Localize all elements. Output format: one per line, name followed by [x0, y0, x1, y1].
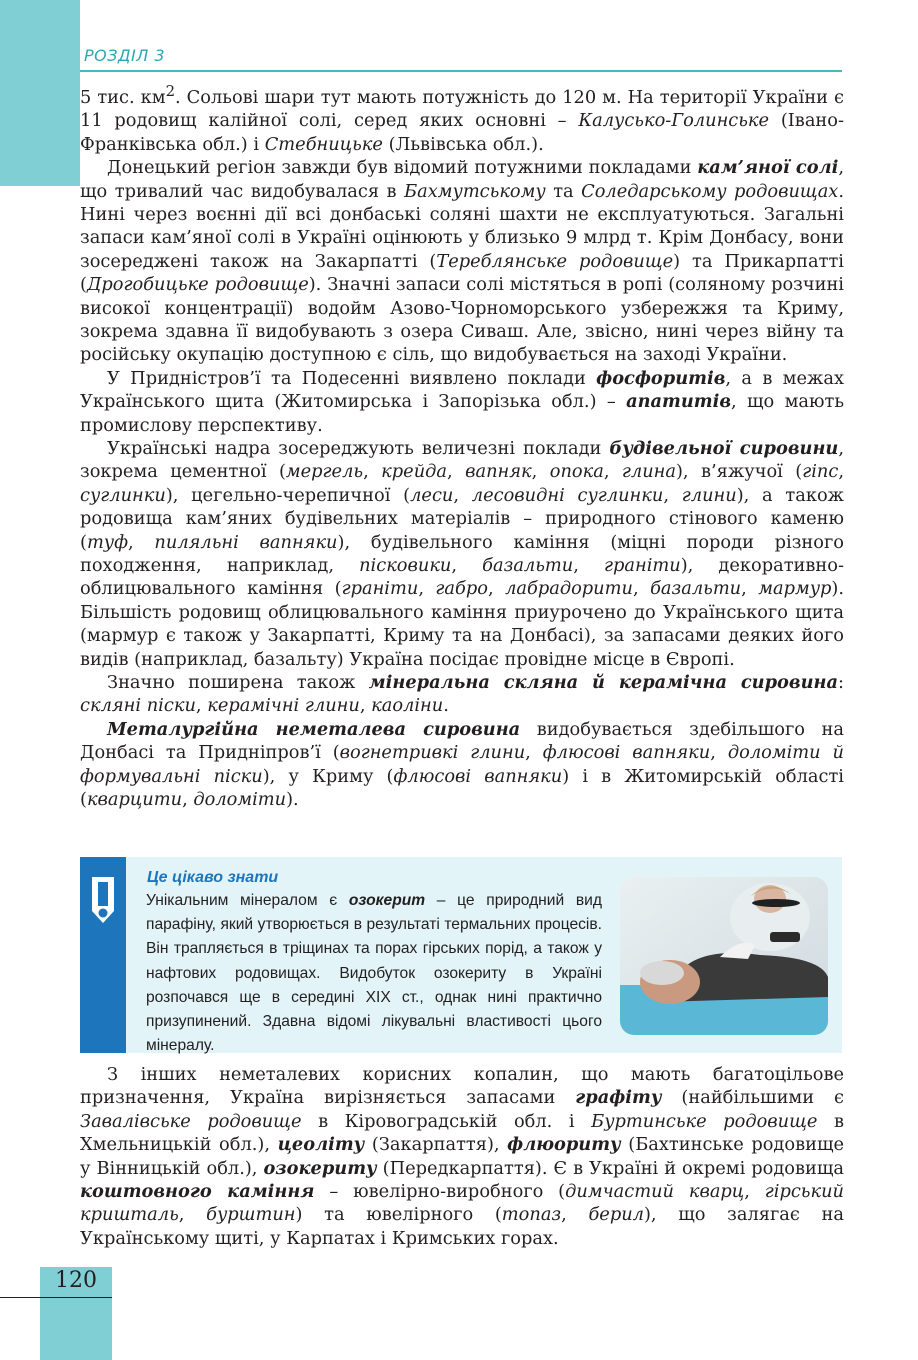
italic-term: флюсові вапняки: [393, 765, 563, 787]
text-run: ,: [182, 789, 194, 811]
text-run: ,: [359, 695, 372, 717]
italic-term: лабрадорити: [505, 578, 633, 600]
photo-illustration: [620, 877, 828, 1035]
italic-term: вапняк: [465, 461, 532, 483]
text-run: Українські надра зосереджують величезні поклади: [107, 438, 610, 460]
text-run: ), цегельно-черепичної (: [165, 484, 411, 506]
italic-term: берил: [588, 1204, 644, 1226]
italic-term: каоліни: [371, 695, 444, 717]
italic-term: вогнетривкі глини: [339, 742, 526, 764]
emphasized-term: апатитів: [626, 391, 732, 413]
text-run: ), декоративно-облицювального каміння (: [80, 555, 844, 600]
text-run: ), що залягає на Українському щиті, у Карпатах і Кримських горах.: [80, 1204, 844, 1249]
text-run: , що тривалий час видобувалася в: [80, 157, 844, 202]
text-run: ,: [451, 555, 483, 577]
text-run: .: [443, 695, 449, 717]
italic-term: пиляльні вапняки: [154, 531, 338, 553]
text-column-top: [80, 80, 844, 812]
emphasized-term: графіту: [575, 1087, 662, 1109]
paragraph-salt-potash: [80, 80, 844, 156]
italic-term: мармур: [758, 578, 832, 600]
footer-divider: [0, 1297, 112, 1298]
italic-term: габро: [435, 578, 488, 600]
text-run: ,: [447, 461, 466, 483]
text-run: ,: [632, 578, 651, 600]
italic-term: скляні піски: [80, 695, 196, 717]
paragraph-phosphorites: [80, 367, 844, 437]
text-run: – ювелірно-виробного (: [314, 1181, 566, 1203]
italic-term: бурштин: [206, 1204, 296, 1226]
emphasized-term: кам’яної солі: [697, 157, 839, 179]
emphasized-term: будівельної сировини: [609, 438, 839, 460]
info-box-text: [146, 889, 602, 1058]
italic-term: крейда: [381, 461, 448, 483]
text-run: , а в межах Українського щита (Житомирська і Запорізька обл.) –: [80, 367, 845, 413]
emphasized-term: коштовного каміння: [80, 1181, 315, 1203]
text-run: :: [838, 672, 844, 694]
italic-term: гіпс: [802, 461, 839, 483]
text-run: (Бахтинське родовище у Вінницькій обл.),: [80, 1134, 844, 1179]
text-run: ,: [603, 461, 622, 483]
text-run: видобувається здебільшого на Донбасі та Придніпров’ї (: [80, 718, 844, 764]
italic-term: кварцити: [86, 789, 183, 811]
italic-term: опока: [549, 461, 604, 483]
paragraph-other-minerals: [80, 1063, 844, 1250]
text-run: ,: [487, 578, 506, 600]
italic-term: гірський кришталь: [80, 1181, 844, 1226]
text-run: – це природний вид парафіну, який утворюється в результаті термальних процесів. Він трапляється в тріщинах та порах гірських порід, а також у нафтових родовищах. Видобуток озокериту в Україні розпочався ще в середині XIX ст., однак нині практично призупинений. Здавна відомі лікувальні властивості цього мінералу.: [146, 892, 602, 1055]
italic-term: суглинки: [80, 484, 166, 506]
text-run: та: [545, 180, 582, 202]
text-run: ,: [838, 461, 844, 483]
paragraph-metallurgical: [80, 718, 844, 812]
text-run: . Нині через воєнні дії всі донбаські соляні шахти не експлуатуються. Загальні запаси кам’яної солі в Україні оцінюють у близько 9 млрд т. Крім Донбасу, вони зосереджені також на Закарпатті (: [80, 180, 844, 272]
chapter-color-strip: [0, 0, 80, 186]
italic-term: Тереблянське родовище: [436, 250, 674, 272]
text-run: ,: [710, 742, 728, 764]
text-run: Унікальним мінералом є: [146, 892, 349, 909]
text-run: У Придністров’ї та Подесенні виявлено поклади: [107, 367, 597, 389]
italic-term: лесовидні суглинки: [471, 484, 664, 506]
text-run: ,: [178, 1204, 207, 1226]
italic-term: граніти: [604, 555, 681, 577]
emphasized-term: озокериту: [263, 1157, 377, 1179]
text-run: (Закарпаття),: [364, 1134, 508, 1156]
text-run: ,: [418, 578, 436, 600]
italic-term: Соледарському родовищах: [581, 180, 839, 202]
text-run: Значно поширена також: [107, 672, 369, 694]
text-run: ,: [363, 461, 382, 483]
text-run: , що мають промислову перспективу.: [80, 391, 844, 436]
text-run: в Кіровоградській обл. і: [301, 1110, 592, 1132]
text-run: ,: [741, 578, 759, 600]
text-run: ,: [525, 742, 543, 764]
paragraph-building-materials: [80, 437, 844, 671]
text-run: ,: [744, 1181, 765, 1203]
text-run: ) та ювелірного (: [295, 1204, 502, 1226]
italic-term: топаз: [501, 1204, 562, 1226]
italic-term: граніти: [341, 578, 419, 600]
header-divider: [80, 70, 842, 72]
text-column-bottom: [80, 1063, 844, 1250]
text-run: ,: [128, 531, 155, 553]
text-run: (Івано-Франківська обл.) і: [80, 110, 844, 155]
italic-term: мергель: [285, 461, 364, 483]
italic-term: Стебницьке: [264, 133, 383, 155]
page-number: 120: [55, 1268, 97, 1293]
text-run: в Хмельницькій обл.),: [80, 1110, 844, 1156]
info-box-bar: [80, 857, 126, 1053]
text-run: 2: [165, 83, 176, 100]
text-run: ,: [561, 1204, 589, 1226]
italic-term: Дрогобицьке родовище: [86, 274, 309, 296]
italic-term: флюсові вапняки: [542, 742, 711, 764]
italic-term: Калусько-Голинське: [578, 110, 770, 132]
emphasized-term: Металургійна неметалева сировина: [107, 718, 521, 740]
italic-term: доломіти й формувальні піски: [80, 742, 844, 787]
italic-term: туф: [86, 531, 129, 553]
text-run: 5 тис. км: [80, 86, 166, 108]
italic-term: Бахмутському: [404, 180, 546, 202]
text-run: Донецький регіон завжди був відомий потужними покладами: [107, 157, 698, 179]
text-run: ).: [286, 789, 299, 811]
text-run: . Сольові шари тут мають потужність до 120 м. На території України є 11 родовищ калійної солі, серед яких основні –: [80, 86, 844, 132]
ozokerite-treatment-photo: [620, 877, 828, 1035]
text-run: ) і в Житомирській області (: [80, 765, 844, 811]
emphasized-term: цеоліту: [277, 1134, 365, 1156]
text-run: ,: [663, 484, 682, 506]
text-run: ), в’яжучої (: [676, 461, 803, 483]
text-run: (Передкарпаття). Є в Україні й окремі родовища: [376, 1157, 844, 1179]
chapter-label: РОЗДІЛ 3: [84, 46, 166, 65]
italic-term: базальти: [482, 555, 574, 577]
text-run: ). Значні запаси солі містяться в ропі (соляному розчині високої концентрації) водойм Азово-Чорноморського узбережжя та Криму, зокрема здавна її видобувають з озера Сиваш. Але, звісно, нині через війну та російську окупацію доступною є сіль, що видобувається на заході України.: [80, 274, 844, 366]
paragraph-glass-ceramic: [80, 671, 844, 718]
text-run: ), у Криму (: [262, 765, 394, 787]
italic-term: димчастий кварц: [565, 1181, 745, 1203]
text-run: (найбільшими є: [661, 1087, 844, 1109]
italic-term: керамічні глини: [207, 695, 360, 717]
italic-term: доломіти: [193, 789, 287, 811]
italic-term: глина: [621, 461, 676, 483]
italic-term: пісковики: [359, 555, 452, 577]
italic-term: Завалівське родовище: [80, 1110, 302, 1132]
italic-term: Буртинське родовище: [591, 1110, 818, 1132]
italic-term: базальти: [650, 578, 742, 600]
italic-term: глини: [681, 484, 737, 506]
paragraph-rock-salt: [80, 156, 844, 367]
italic-term: леси: [410, 484, 454, 506]
info-box: [80, 857, 842, 1053]
text-run: ,: [453, 484, 472, 506]
text-run: З інших неметалевих корисних копалин, що мають багатоцільове призначення, Україна вирізняється запасами: [80, 1064, 844, 1109]
text-run: ). Більшість родовищ облицювального каміння приурочено до Українського щита (мармур є також у Закарпатті, Криму та на Донбасі), за запасами деяких його видів (наприклад, базальту) Україна посідає провідне місце в Європі.: [80, 578, 845, 670]
emphasized-term: фосфоритів: [596, 367, 726, 389]
emphasized-term: флюориту: [507, 1134, 621, 1156]
text-run: ), а також родовища кам’яних будівельних матеріалів – природного стінового каменю (: [80, 484, 845, 553]
text-run: ,: [531, 461, 550, 483]
emphasized-term: озокерит: [348, 892, 426, 909]
exclamation-icon: [80, 871, 126, 941]
text-run: ,: [195, 695, 208, 717]
text-run: , зокрема цементної (: [80, 438, 844, 483]
text-run: ), будівельного каміння (міцні породи різного походження, наприклад,: [80, 531, 845, 577]
emphasized-term: мінеральна скляна й керамічна сировина: [368, 672, 838, 694]
info-box-title: Це цікаво знати: [147, 869, 279, 886]
text-run: (Львівська обл.).: [382, 133, 544, 155]
text-run: ) та Прикарпатті (: [80, 250, 844, 296]
text-run: ,: [573, 555, 605, 577]
